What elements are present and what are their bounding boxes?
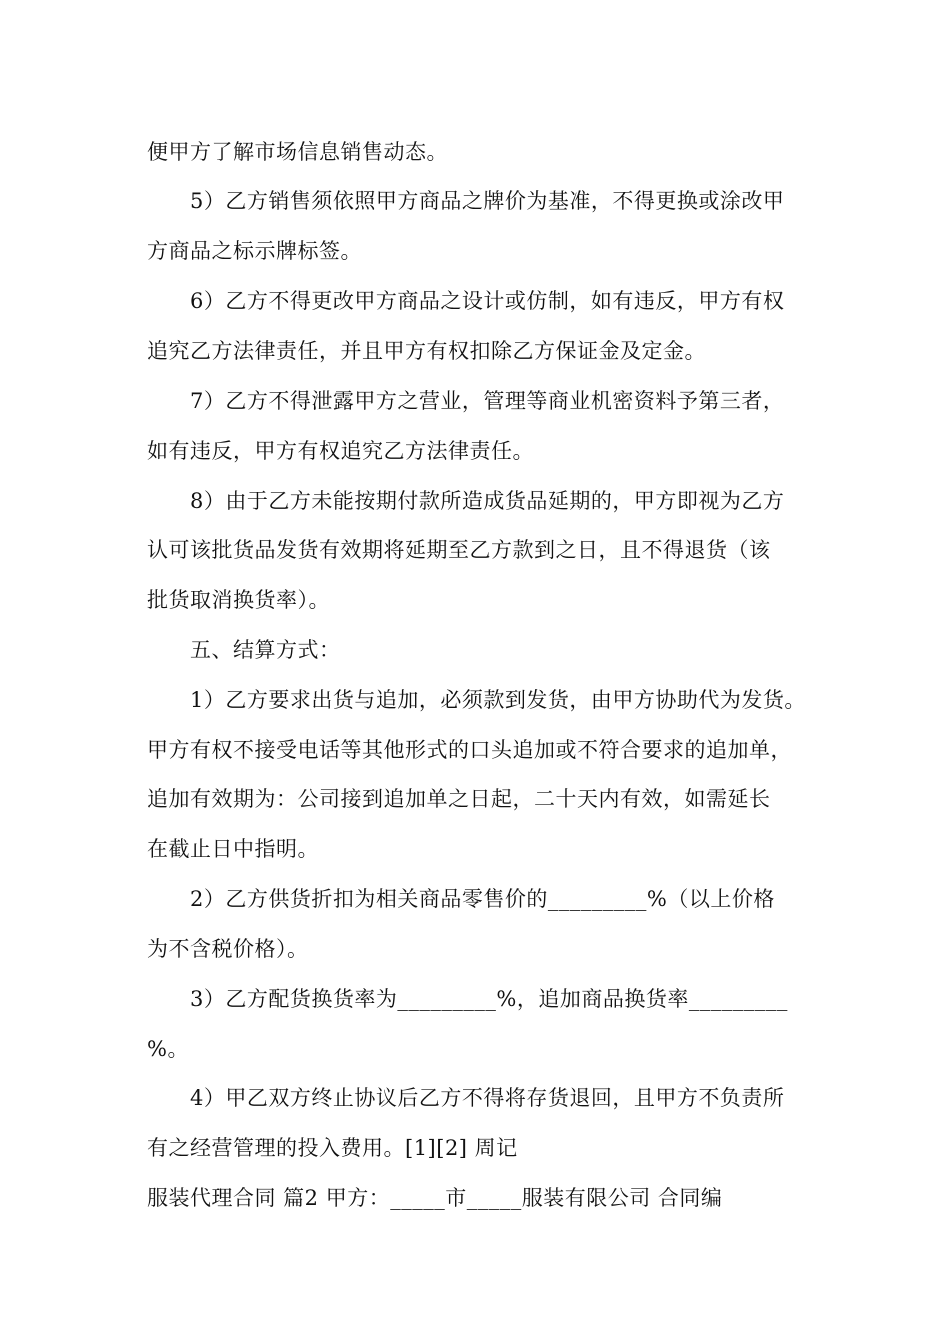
settlement-2-line-1: 2）乙方供货折扣为相关商品零售价的_________%（以上价格 [190, 887, 775, 911]
settlement-1-line-1: 1）乙方要求出货与追加，必须款到发货，由甲方协助代为发货。 [190, 688, 806, 712]
settlement-1-line-4: 在截止日中指明。 [147, 837, 319, 861]
clause-7-line-2: 如有违反，甲方有权追究乙方法律责任。 [147, 439, 534, 463]
contract-header-line: 服装代理合同 篇2 甲方：_____市_____服装有限公司 合同编 [147, 1186, 723, 1210]
clause-8-line-3: 批货取消换货率）。 [147, 588, 330, 612]
settlement-1-line-3: 追加有效期为：公司接到追加单之日起，二十天内有效，如需延长 [147, 787, 771, 811]
clause-8-line-1: 8）由于乙方未能按期付款所造成货品延期的，甲方即视为乙方 [190, 489, 785, 513]
paragraph-line-1: 便甲方了解市场信息销售动态。 [147, 140, 448, 164]
settlement-4-line-2: 有之经营管理的投入费用。[1][2] 周记 [147, 1136, 518, 1160]
settlement-3-line-2: %。 [147, 1037, 189, 1061]
section-five-heading: 五、结算方式： [190, 638, 341, 662]
settlement-4-line-1: 4）甲乙双方终止协议后乙方不得将存货退回，且甲方不负责所 [190, 1086, 785, 1110]
clause-5-line-2: 方商品之标示牌标签。 [147, 239, 362, 263]
settlement-1-line-2: 甲方有权不接受电话等其他形式的口头追加或不符合要求的追加单， [147, 738, 792, 762]
clause-6-line-2: 追究乙方法律责任，并且甲方有权扣除乙方保证金及定金。 [147, 339, 706, 363]
clause-7-line-1: 7）乙方不得泄露甲方之营业，管理等商业机密资料予第三者， [190, 389, 785, 413]
clause-5-line-1: 5）乙方销售须依照甲方商品之牌价为基准，不得更换或涂改甲 [190, 189, 785, 213]
settlement-2-line-2: 为不含税价格）。 [147, 937, 309, 961]
settlement-3-line-1: 3）乙方配货换货率为_________%，追加商品换货率_________ [190, 987, 788, 1011]
clause-6-line-1: 6）乙方不得更改甲方商品之设计或仿制，如有违反，甲方有权 [190, 289, 785, 313]
clause-8-line-2: 认可该批货品发货有效期将延期至乙方款到之日，且不得退货（该 [147, 538, 771, 562]
